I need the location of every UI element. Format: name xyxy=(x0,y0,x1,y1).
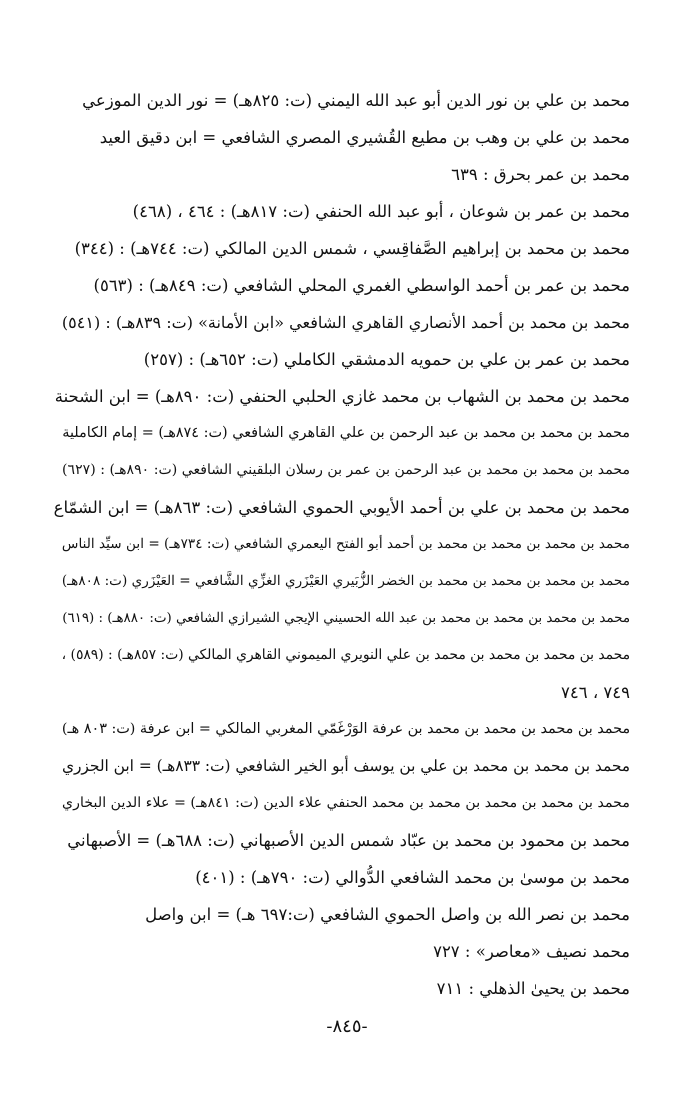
index-entry: محمد بن محمد بن الشهاب بن محمد غازي الحلبي الحنفي (ت: ٨٩٠هـ) = ابن الشحنة xyxy=(54,387,630,406)
index-entry: محمد بن عمر بن شوعان ، أبو عبد الله الحنفي (ت: ٨١٧هـ) : ٤٦٤ ، (٤٦٨) xyxy=(132,202,630,221)
index-entry: محمد بن علي بن نور الدين أبو عبد الله اليمني (ت: ٨٢٥هـ) = نور الدين الموزعي xyxy=(82,91,630,110)
index-entry: محمد نصيف «معاصر» : ٧٢٧ xyxy=(433,942,630,961)
index-entry-continuation: ٧٤٩ ، ٧٤٦ xyxy=(560,683,630,702)
index-entry: محمد بن عمر بن أحمد الواسطي الغمري المحلي الشافعي (ت: ٨٤٩هـ) : (٥٦٣) xyxy=(93,276,630,295)
index-entry: محمد بن محمد بن محمد بن محمد بن أحمد أبو الفتح اليعمري الشافعي (ت: ٧٣٤هـ) = ابن سيِّد الناس xyxy=(61,536,630,552)
index-entry-list xyxy=(50,82,630,1007)
index-entry: محمد بن محمود بن محمد بن عبّاد شمس الدين الأصبهاني (ت: ٦٨٨هـ) = الأصبهاني xyxy=(67,831,630,850)
index-entry: محمد بن محمد بن أحمد الأنصاري القاهري الشافعي «ابن الأمانة» (ت: ٨٣٩هـ) : (٥٤١) xyxy=(61,313,630,332)
index-entry: محمد بن يحيىٰ الذهلي : ٧١١ xyxy=(436,979,630,998)
index-entry: محمد بن علي بن وهب بن مطيع القُشيري المصري الشافعي = ابن دقيق العيد xyxy=(99,128,630,147)
index-entry: محمد بن عمر بحرق : ٦٣٩ xyxy=(451,165,630,184)
index-entry: محمد بن محمد بن محمد بن علي بن يوسف أبو الخير الشافعي (ت: ٨٣٣هـ) = ابن الجزري xyxy=(61,757,630,775)
index-entry: محمد بن محمد بن إبراهيم الصَّفاقِسي ، شمس الدين المالكي (ت: ٧٤٤هـ) : (٣٤٤) xyxy=(74,239,630,258)
index-entry: محمد بن محمد بن محمد بن محمد بن محمد الحنفي علاء الدين (ت: ٨٤١هـ) = علاء الدين البخاري xyxy=(62,795,630,811)
page-number: -٨٤٥- xyxy=(326,1016,368,1037)
index-entry: محمد بن محمد بن محمد بن محمد بن الخضر الزُّبَيري العَيْزَري الغزِّي الشَّافعي = العَيْزَري (ت: ٨٠٨هـ) xyxy=(61,573,630,589)
index-entry: محمد بن محمد بن محمد بن عبد الرحمن بن علي القاهري الشافعي (ت: ٨٧٤هـ) = إمام الكاملية xyxy=(62,425,630,441)
index-entry: محمد بن محمد بن محمد بن محمد بن عبد الله الحسيني الإيجي الشيرازي الشافعي (ت: ٨٨٠هـ) : (٦١٩) xyxy=(62,611,630,626)
index-entry: محمد بن عمر بن علي بن حمويه الدمشقي الكاملي (ت: ٦٥٢هـ) : (٢٥٧) xyxy=(143,350,630,369)
index-entry: محمد بن موسىٰ بن محمد الشافعي الدُّوالي (ت: ٧٩٠هـ) : (٤٠١) xyxy=(195,868,630,887)
index-entry: محمد بن محمد بن محمد بن محمد بن عرفة الوَرْغَمّي المغربي المالكي = ابن عرفة (ت: ٨٠٣ هـ) xyxy=(61,721,630,737)
index-entry: محمد بن محمد بن علي بن أحمد الأيوبي الحموي الشافعي (ت: ٨٦٣هـ) = ابن الشمّاع xyxy=(53,498,630,517)
index-entry: محمد بن محمد بن محمد بن محمد بن علي النويري الميموني القاهري المالكي (ت: ٨٥٧هـ) : (٥٨٩) ، xyxy=(61,647,630,663)
index-entry: محمد بن نصر الله بن واصل الحموي الشافعي (ت:٦٩٧ هـ) = ابن واصل xyxy=(145,905,630,924)
index-entry: محمد بن محمد بن محمد بن عبد الرحمن بن عمر بن رسلان البلقيني الشافعي (ت: ٨٩٠هـ) : (٦٢٧) xyxy=(62,462,630,478)
